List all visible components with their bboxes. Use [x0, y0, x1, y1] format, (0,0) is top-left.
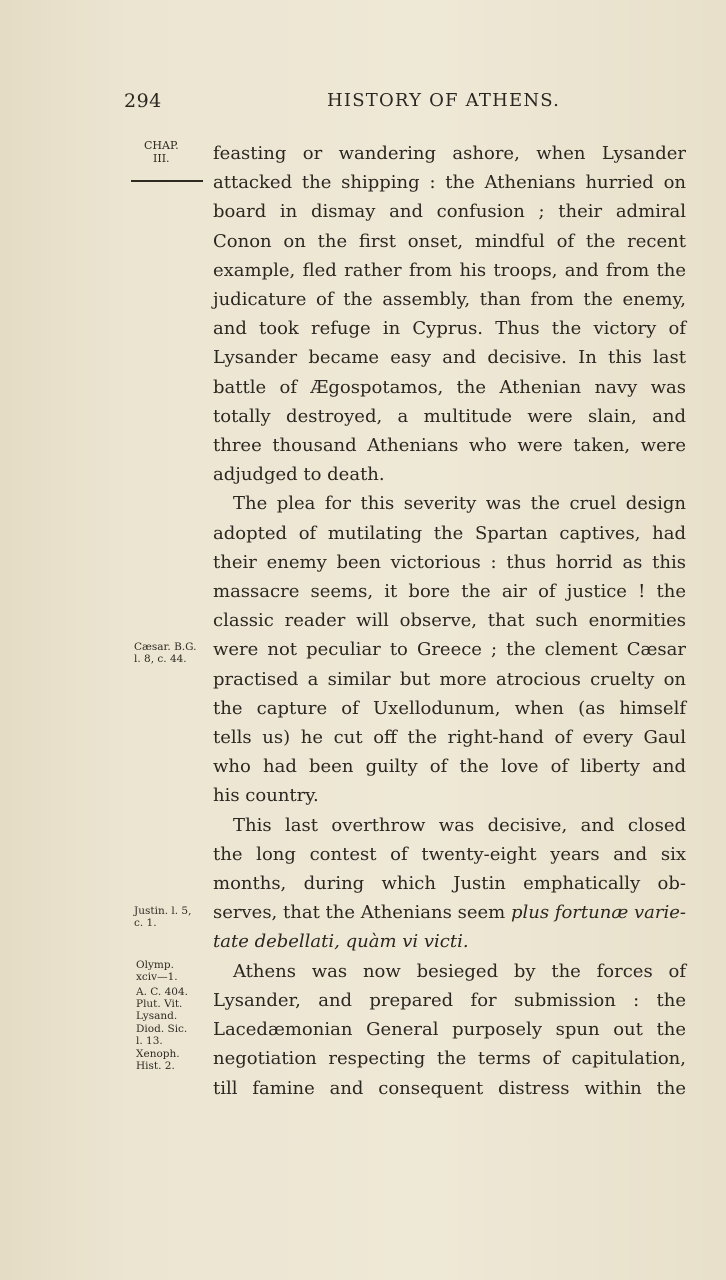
margin-note-justin-1: Justin. l. 5, [134, 905, 192, 917]
text-line: totally destroyed, a multitude were slain, and [213, 405, 686, 427]
text-line: Lacedæmonian General purposely spun out the [213, 1019, 686, 1041]
text-line: till famine and consequent distress within the [213, 1077, 686, 1099]
text-line: attacked the shipping : the Athenians hurried on [213, 172, 686, 194]
chapter-number: III. [153, 152, 170, 165]
text-line: This last overthrow was decisive, and closed [233, 814, 686, 836]
text-line: Lysander, and prepared for submission : the [213, 989, 686, 1011]
margin-note-diod: Diod. Sic. [136, 1023, 188, 1035]
text-line: massacre seems, it bore the air of justice ! the [213, 581, 686, 603]
text-line: Lysander became easy and decisive. In this last [213, 347, 686, 369]
margin-note-ac: A. C. 404. [136, 986, 188, 998]
chapter-rule [131, 180, 203, 182]
margin-note-diod-l: l. 13. [136, 1035, 163, 1047]
margin-note-justin-2: c. 1. [134, 917, 157, 929]
text-line: The plea for this severity was the cruel design [233, 493, 686, 515]
text-line: classic reader will observe, that such enormities [213, 610, 686, 632]
chapter-label: CHAP. [144, 139, 179, 152]
running-title: HISTORY OF ATHENS. [327, 90, 561, 111]
margin-note-caesar-1: Cæsar. B.G. [134, 641, 197, 653]
margin-note-hist: Hist. 2. [136, 1060, 175, 1072]
text-line: who had been guilty of the love of liberty and [213, 756, 686, 778]
text-line-mixed [213, 898, 686, 927]
text-segment: serves, that the Athenians seem [213, 902, 511, 924]
margin-note-olymp-num: xciv—1. [136, 971, 178, 983]
margin-note-plut: Plut. Vit. [136, 998, 183, 1010]
body-text [213, 139, 686, 1103]
text-line: adopted of mutilating the Spartan captives, had [213, 522, 686, 544]
latin-quote: tate debellati, quàm vi victi. [213, 931, 469, 953]
text-line: board in dismay and confusion ; their admiral [213, 201, 686, 223]
text-line: practised a similar but more atrocious cruelty on [213, 668, 686, 690]
text-line: their enemy been victorious : thus horrid as this [213, 551, 686, 573]
text-line: were not peculiar to Greece ; the clement Cæsar [213, 639, 686, 661]
text-line: the long contest of twenty-eight years and six [213, 843, 686, 865]
margin-note-caesar-2: l. 8, c. 44. [134, 653, 187, 665]
text-line: tells us) he cut off the right-hand of every Gaul [213, 727, 686, 749]
page-number: 294 [124, 90, 162, 112]
text-line: negotiation respecting the terms of capitulation, [213, 1048, 686, 1070]
text-line: Conon on the first onset, mindful of the recent [213, 230, 686, 252]
text-line: months, during which Justin emphatically ob- [213, 873, 686, 895]
margin-note-lysand: Lysand. [136, 1010, 178, 1022]
text-line: adjudged to death. [213, 464, 385, 486]
text-line: and took refuge in Cyprus. Thus the victory of [213, 318, 686, 340]
text-line: three thousand Athenians who were taken, were [213, 435, 686, 457]
text-line: judicature of the assembly, than from the enemy, [213, 289, 686, 311]
text-line: example, fled rather from his troops, and from the [213, 259, 686, 281]
page-header [0, 88, 726, 118]
margin-note-olymp: Olymp. [136, 959, 174, 971]
text-line: his country. [213, 785, 319, 807]
margin-note-xenoph: Xenoph. [136, 1048, 180, 1060]
text-line: battle of Ægospotamos, the Athenian navy was [213, 376, 686, 398]
text-line: the capture of Uxellodunum, when (as himself [213, 697, 686, 719]
text-line: feasting or wandering ashore, when Lysander [213, 143, 686, 164]
latin-quote: plus fortunæ varie- [510, 902, 686, 924]
text-line [213, 927, 686, 956]
text-line: Athens was now besieged by the forces of [233, 960, 686, 982]
